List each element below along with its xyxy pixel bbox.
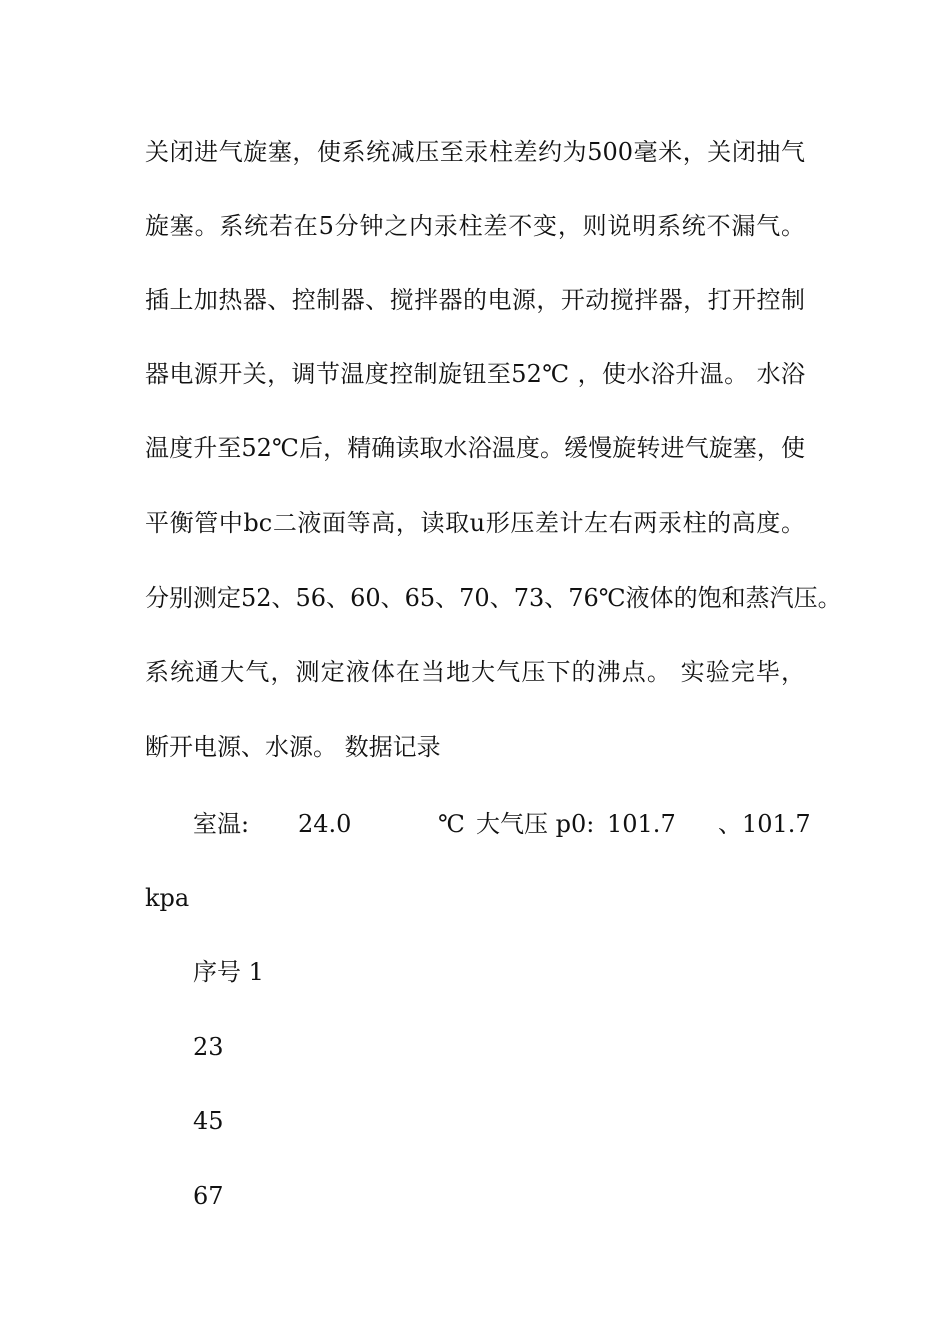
table-row-2: 23 — [193, 1033, 224, 1061]
paragraph-line-5: 温度升至52℃后，精确读取水浴温度。缓慢旋转进气旋塞，使 — [145, 434, 805, 462]
paragraph-line-8: 系统通大气，测定液体在当地大气压下的沸点。 实验完毕， — [145, 658, 805, 686]
table-row-1: 序号 1 — [193, 958, 264, 986]
room-temp-value: 24.0 — [298, 810, 352, 838]
pressure-value-1: 101.7 — [607, 810, 676, 838]
paragraph-line-3: 插上加热器、控制器、搅拌器的电源，开动搅拌器，打开控制 — [145, 286, 805, 314]
room-temp-label: 室温: — [193, 810, 250, 838]
paragraph-line-2: 旋塞。系统若在5分钟之内汞柱差不变，则说明系统不漏气。 — [145, 212, 805, 240]
temp-unit: ℃ — [438, 810, 465, 838]
pressure-unit: kpa — [145, 884, 190, 912]
pressure-label: 大气压 p0: — [476, 810, 595, 838]
table-row-4: 67 — [193, 1182, 224, 1210]
paragraph-line-6: 平衡管中bc二液面等高，读取u形压差计左右两汞柱的高度。 — [145, 509, 805, 537]
paragraph-line-7: 分别测定52、56、60、65、70、73、76℃液体的饱和蒸汽压。 — [145, 584, 842, 612]
paragraph-line-9: 断开电源、水源。 数据记录 — [145, 733, 441, 761]
paragraph-line-4: 器电源开关，调节温度控制旋钮至52℃ ，使水浴升温。 水浴 — [145, 360, 805, 388]
paragraph-line-1: 关闭进气旋塞，使系统减压至汞柱差约为500毫米，关闭抽气 — [145, 138, 805, 166]
table-row-3: 45 — [193, 1107, 224, 1135]
pressure-value-2: 、101.7 — [718, 810, 811, 838]
